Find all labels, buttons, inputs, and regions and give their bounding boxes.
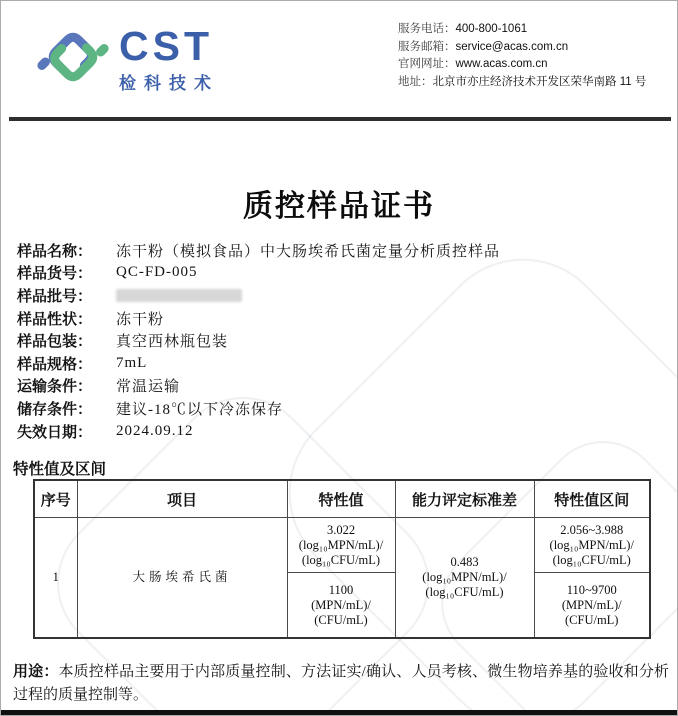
col-header-item: 项目 (77, 480, 287, 518)
info-value: 冻干粉 (116, 311, 165, 328)
redacted-batch-value (116, 289, 242, 302)
info-value: 冻干粉（模拟食品）中大肠埃希氏菌定量分析质控样品 (116, 243, 501, 260)
contact-phone-label: 服务电话： (398, 23, 456, 35)
table-row (34, 518, 650, 573)
info-label: 运输条件： (17, 378, 93, 396)
contact-address-label: 地址： (398, 75, 433, 88)
document-title: 质控样品证书 (243, 190, 435, 223)
value-log-number: 3.022 (326, 522, 356, 537)
info-label: 样品包装： (17, 333, 93, 351)
info-row-sample-name (17, 239, 500, 262)
contact-info (398, 21, 670, 91)
range-log-unit1: (log₁₀MPN/mL)/ (549, 537, 634, 552)
cell-no: 1 (34, 518, 77, 639)
range-raw-number: 110~9700 (566, 582, 617, 597)
contact-email (398, 39, 670, 57)
contact-website-label: 官网网址： (398, 58, 456, 70)
brand-subtitle: 检科技术 (119, 74, 219, 93)
usage-text: 本质控样品主要用于内部质量控制、方法证实/确认、人员考核、微生物培养基的验收和分析过程的质量控制等。 (13, 664, 669, 703)
info-label: 样品货号： (17, 265, 93, 283)
range-log-number: 2.056~3.988 (560, 522, 624, 537)
col-header-range: 特性值区间 (534, 480, 650, 518)
brand-name: CST (119, 23, 213, 69)
section-heading: 特性值及区间 (13, 461, 107, 478)
contact-email-value: service@acas.com.cn (455, 40, 569, 53)
info-row-transport (17, 375, 500, 398)
info-label: 储存条件： (17, 400, 93, 418)
stddev-unit2: (log₁₀CFU/mL) (425, 585, 504, 599)
info-row-expiry (17, 420, 500, 443)
info-row-packaging (17, 329, 500, 352)
cell-item: 大肠埃希氏菌 (77, 518, 287, 639)
info-value: 2024.09.12 (116, 422, 194, 439)
info-row-catalog-no (17, 262, 500, 285)
cst-logo-icon (31, 15, 115, 99)
cell-value-log (287, 518, 395, 573)
info-value: 真空西林瓶包装 (116, 334, 229, 351)
info-row-batch-no (17, 284, 500, 307)
contact-phone-value: 400-800-1061 (455, 23, 528, 35)
stddev-number: 0.483 (450, 555, 479, 569)
cell-range-log (534, 518, 650, 573)
company-logo (31, 15, 219, 99)
contact-website-value: www.acas.com.cn (455, 58, 548, 70)
info-value: 常温运输 (116, 379, 181, 396)
info-label: 样品性状： (17, 310, 93, 328)
page-bottom-edge (1, 710, 677, 715)
range-log-unit2: (log₁₀CFU/mL) (552, 552, 631, 567)
cell-range-raw (534, 573, 650, 639)
header-divider (9, 117, 671, 121)
col-header-no: 序号 (34, 480, 77, 518)
value-raw-unit2: (CFU/mL) (314, 612, 368, 627)
info-label: 样品规格： (17, 355, 93, 373)
contact-address (398, 74, 670, 92)
value-raw-number: 1100 (328, 582, 354, 597)
characteristic-value-table (33, 479, 651, 639)
contact-email-label: 服务邮箱： (398, 40, 456, 53)
info-value: 建议-18℃以下冷冻保存 (116, 401, 283, 418)
info-row-appearance (17, 307, 500, 330)
contact-website (398, 56, 670, 74)
info-row-spec (17, 352, 500, 375)
range-raw-unit1: (MPN/mL)/ (561, 597, 622, 612)
contact-phone (398, 21, 670, 39)
info-label: 样品批号： (17, 287, 93, 305)
value-log-unit2: (log₁₀CFU/mL) (301, 552, 381, 567)
contact-address-value: 北京市亦庄经济技术开发区荣华南路 11 号 (432, 75, 647, 88)
usage-paragraph (13, 660, 669, 707)
info-label: 样品名称： (17, 242, 93, 260)
col-header-stddev: 能力评定标准差 (395, 480, 534, 518)
cell-stddev (395, 518, 534, 639)
sample-info-list (17, 239, 500, 442)
stddev-unit1: (log₁₀MPN/mL)/ (422, 570, 507, 584)
cell-value-raw (287, 573, 395, 639)
info-value: 7mL (116, 354, 148, 371)
value-raw-unit1: (MPN/mL)/ (311, 597, 371, 612)
col-header-value: 特性值 (287, 480, 395, 518)
range-raw-unit2: (CFU/mL) (565, 612, 619, 627)
info-label: 失效日期： (17, 423, 93, 441)
info-value: QC-FD-005 (116, 264, 198, 281)
usage-label: 用途： (13, 663, 59, 680)
info-row-storage (17, 397, 500, 420)
table-header-row (34, 480, 650, 518)
value-log-unit1: (log₁₀MPN/mL)/ (298, 537, 384, 552)
